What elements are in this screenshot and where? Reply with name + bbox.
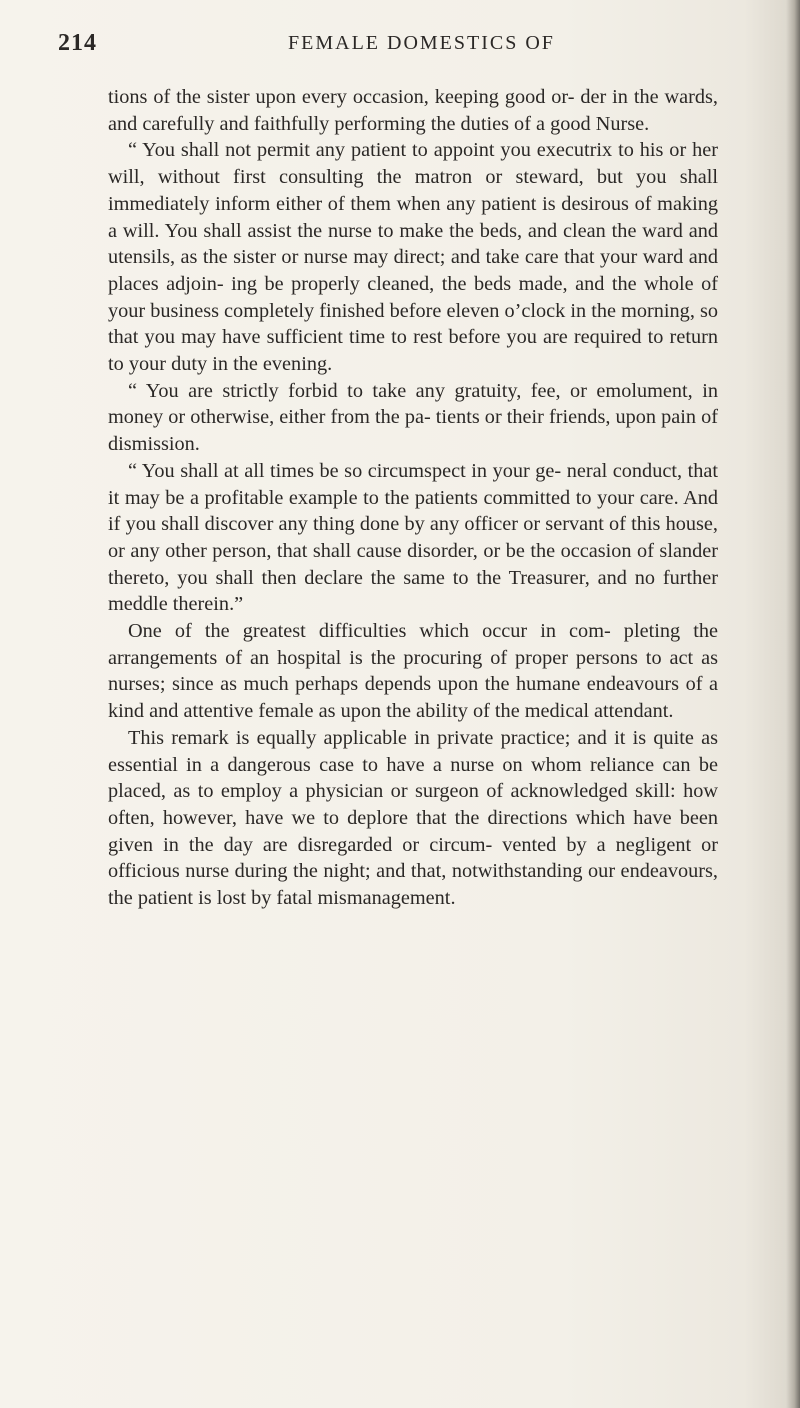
paragraph: “ You shall at all times be so circumspect in your ge- neral conduct, that it may be a profitable example to the patients committed to your care. And if you shall discover any thing done by any officer or servant of this house, or any other person, that shall cause disorder, or be the occasion of slander thereto, you shall then declare the same to the Treasurer, and no further meddle therein.” xyxy=(108,459,718,616)
paragraph: One of the greatest difficulties which occur in com- pleting the arrangements of an hospital is the procuring of proper persons to act as nurses; since as much perhaps depends upon the humane endeavours of a kind and attentive female as upon the ability of the medical attendant. xyxy=(108,620,718,723)
paragraph: This remark is equally applicable in private practice; and it is quite as essential in a dangerous case to have a nurse on whom reliance can be placed, as to employ a physician or surgeon of acknowledged skill: how often, however, have we to deplore that the directions which have been given in the day are disregarded or circum- vented by a negligent or officious nurse during the night; and that, notwithstanding our endeavours, the patient is lost by fatal mismanagement. xyxy=(108,726,718,910)
paragraph: tions of the sister upon every occasion, keeping good or- der in the wards, and carefully and faithfully performing the duties of a good Nurse. xyxy=(108,86,718,135)
body-text xyxy=(108,84,718,912)
page-number: 214 xyxy=(58,30,97,56)
paragraph: “ You are strictly forbid to take any gratuity, fee, or emolument, in money or otherwise, either from the pa- tients or their friends, upon pain of dismission. xyxy=(108,379,718,456)
page-binding-shadow xyxy=(786,0,800,1408)
paragraph: “ You shall not permit any patient to appoint you executrix to his or her will, without first consulting the matron or steward, but you shall immediately inform either of them when any patient is desirous of making a will. You shall assist the nurse to make the beds, and clean the ward and utensils, as the sister or nurse may direct; and take care that your ward and places adjoin- ing be properly cleaned, the beds made, and the whole of your business completely finished before eleven o’clock in the morning, so that you may have sufficient time to rest before you are required to return to your duty in the evening. xyxy=(108,139,718,376)
running-head: FEMALE DOMESTICS OF xyxy=(288,32,555,54)
page-header xyxy=(58,30,718,70)
